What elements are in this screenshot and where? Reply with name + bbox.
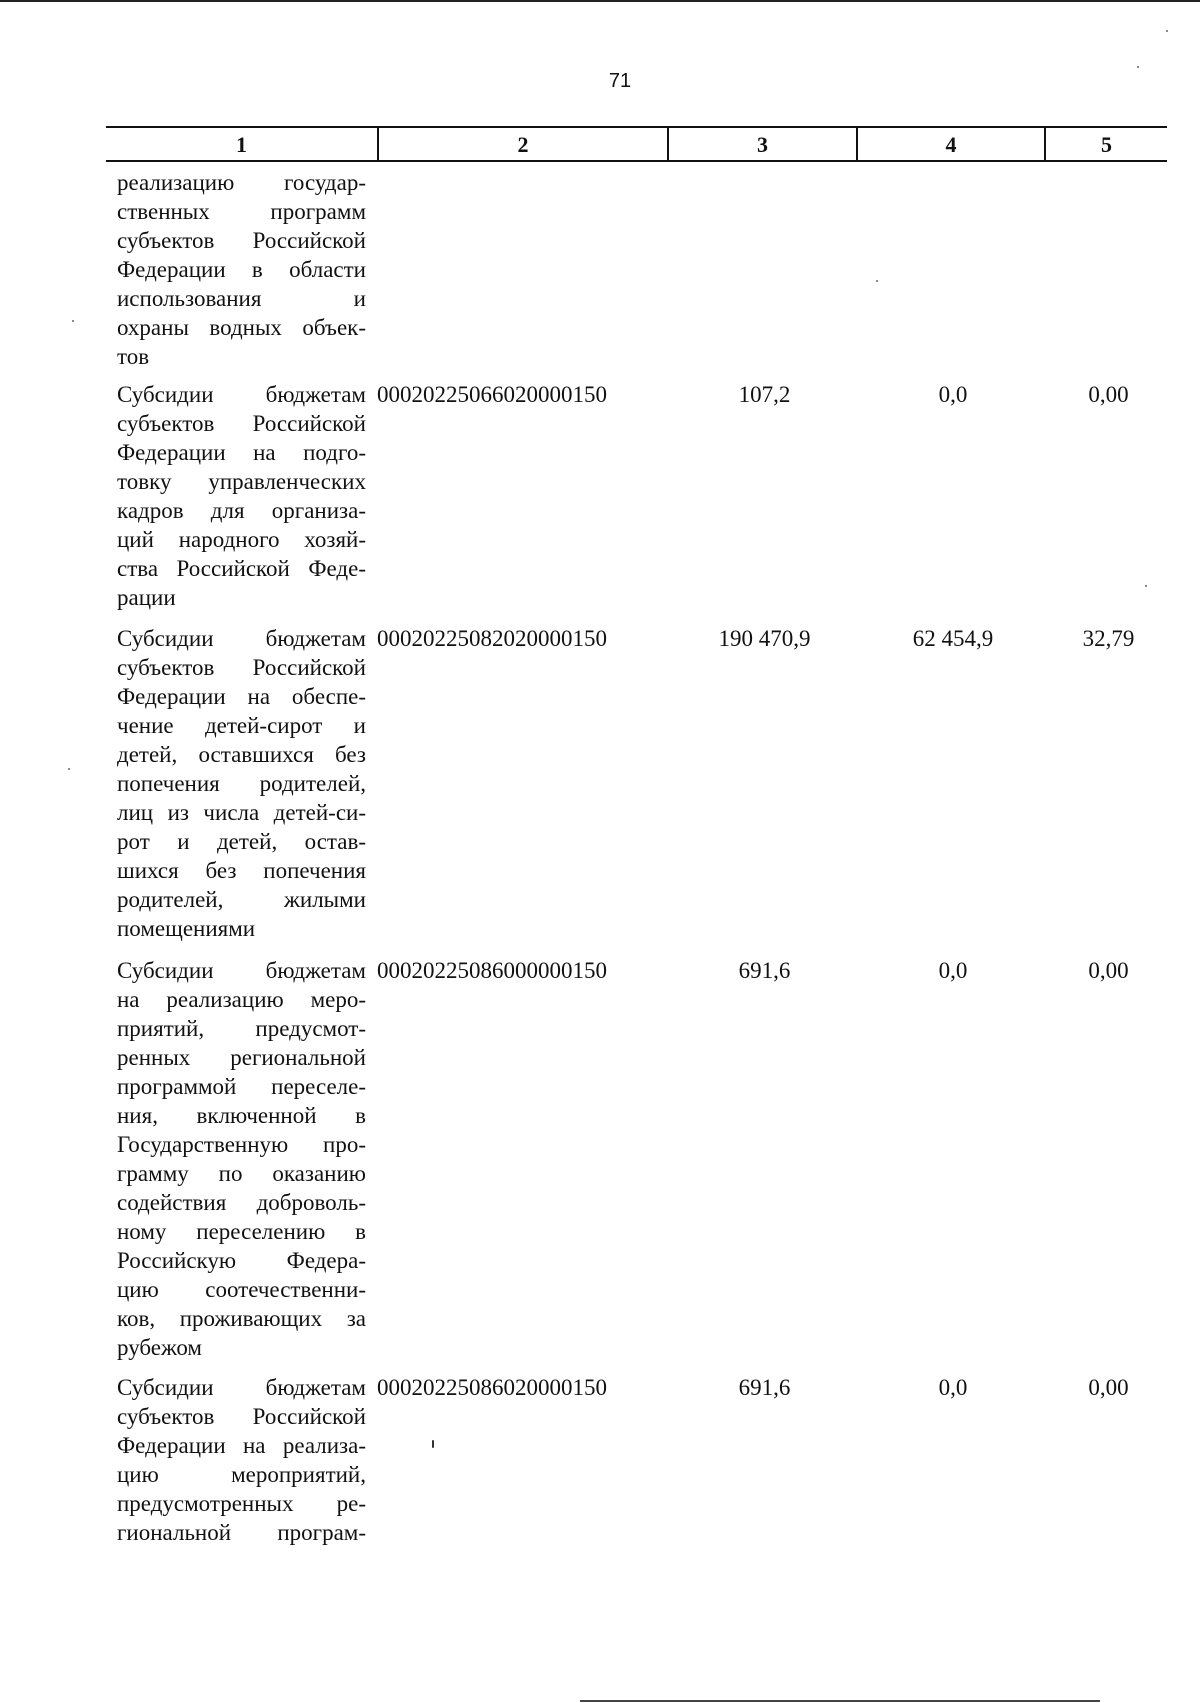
description-line: товку управленческих (117, 469, 366, 494)
scan-speck (876, 280, 878, 282)
description-line: ства Российской Феде- (117, 556, 366, 581)
description-line: Федерации на реализа- (117, 1433, 366, 1458)
description-line: ренных региональной (117, 1045, 366, 1070)
description-line: родителей, жилыми (117, 887, 366, 912)
budget-code: 00020225082020000150 (377, 626, 607, 651)
value-col4: 0,0 (938, 382, 968, 407)
description-line: субъектов Российской (117, 1404, 366, 1429)
description-line: Субсидии бюджетам (117, 382, 366, 407)
scan-speck (1166, 30, 1168, 32)
description-line: приятий, предусмот- (117, 1016, 366, 1041)
description-line: цию мероприятий, (117, 1462, 366, 1487)
scan-speck (1137, 66, 1139, 68)
scan-speck (68, 768, 70, 770)
row-description (117, 1373, 366, 1547)
header-cell-4: 4 (856, 128, 1044, 162)
description-line: рубежом (117, 1335, 202, 1360)
header-cell-5: 5 (1044, 128, 1167, 162)
description-line: тов (117, 344, 150, 369)
description-line: Государственную про- (117, 1132, 366, 1157)
value-col4: 0,0 (938, 958, 968, 983)
description-line: Российскую Федера- (117, 1248, 366, 1273)
description-line: Субсидии бюджетам (117, 626, 366, 651)
budget-code: 00020225086020000150 (377, 1375, 607, 1400)
description-line: рации (117, 585, 176, 610)
value-col3: 190 470,9 (718, 626, 811, 651)
row-description (117, 168, 366, 371)
description-line: Федерации на подго- (117, 440, 366, 465)
value-col5: 32,79 (1082, 626, 1135, 651)
header-cell-2: 2 (377, 128, 667, 162)
description-line: ков, проживающих за (117, 1306, 366, 1331)
budget-code: 00020225086000000150 (377, 958, 607, 983)
description-line: Субсидии бюджетам (117, 958, 366, 983)
description-line: чение детей-сирот и (117, 713, 366, 738)
value-col5: 0,00 (1088, 958, 1129, 983)
description-line: ций народного хозяй- (117, 527, 366, 552)
description-line: субъектов Российской (117, 411, 366, 436)
description-line: программой переселе- (117, 1074, 366, 1099)
description-line: Федерации на обеспе- (117, 684, 366, 709)
description-line: Субсидии бюджетам (117, 1375, 366, 1400)
description-line: гиональной програм- (117, 1520, 366, 1545)
scan-edge-bottom (580, 1700, 1100, 1702)
description-line: рот и детей, остав- (117, 829, 366, 854)
row-description (117, 380, 366, 612)
value-col3: 107,2 (738, 382, 791, 407)
description-line: использования и (117, 286, 366, 311)
value-col5: 0,00 (1088, 1375, 1129, 1400)
description-line: шихся без попечения (117, 858, 366, 883)
row-description (117, 956, 366, 1362)
value-col4: 0,0 (938, 1375, 968, 1400)
page-number: 71 (608, 70, 632, 92)
scan-speck (432, 1440, 434, 1448)
value-col4: 62 454,9 (912, 626, 994, 651)
description-line: грамму по оказанию (117, 1161, 366, 1186)
description-line: содействия доброволь- (117, 1190, 366, 1215)
value-col5: 0,00 (1088, 382, 1129, 407)
description-line: ния, включенной в (117, 1103, 366, 1128)
value-col3: 691,6 (738, 958, 791, 983)
description-line: предусмотренных ре- (117, 1491, 366, 1516)
description-line: попечения родителей, (117, 771, 366, 796)
value-col3: 691,6 (738, 1375, 791, 1400)
description-line: реализацию государ- (117, 170, 366, 195)
scan-speck (72, 320, 74, 322)
table-header-row (106, 126, 1167, 162)
description-line: ному переселению в (117, 1219, 366, 1244)
row-description (117, 624, 366, 943)
description-line: ственных программ (117, 199, 366, 224)
description-line: охраны водных объек- (117, 315, 366, 340)
header-cell-1: 1 (236, 132, 247, 157)
description-line: лиц из числа детей-си- (117, 800, 366, 825)
description-line: субъектов Российской (117, 655, 366, 680)
header-cell-3: 3 (667, 128, 856, 162)
description-line: кадров для организа- (117, 498, 366, 523)
description-line: субъектов Российской (117, 228, 366, 253)
scan-edge-top (0, 0, 1200, 2)
description-line: на реализацию меро- (117, 987, 366, 1012)
scan-speck (1145, 585, 1147, 587)
description-line: Федерации в области (117, 257, 366, 282)
description-line: цию соотечественни- (117, 1277, 366, 1302)
description-line: помещениями (117, 916, 256, 941)
budget-code: 00020225066020000150 (377, 382, 607, 407)
description-line: детей, оставшихся без (117, 742, 366, 767)
